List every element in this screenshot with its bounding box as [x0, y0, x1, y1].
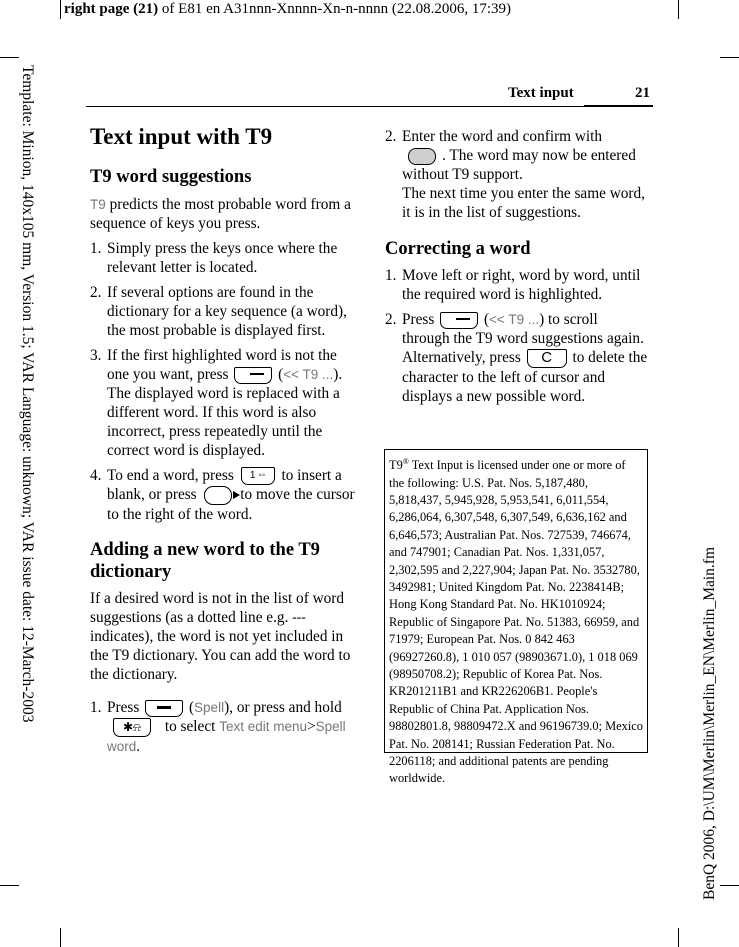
list-item [90, 466, 355, 524]
list-text: Enter the word and confirm with [402, 128, 603, 145]
crop-mark [720, 57, 739, 58]
running-head-rule-thick [584, 105, 653, 107]
list-number: 4. [90, 467, 102, 484]
license-notice [384, 449, 648, 786]
list-item [90, 283, 355, 340]
paragraph-text: indicates), the word is not yet included in the T9 dictionary. You can add the word to the dictionary. [90, 628, 351, 684]
list-item [90, 346, 355, 460]
list-text: To end a word, press [107, 467, 238, 484]
dotted-line-example: --- [292, 610, 306, 626]
page-title: Text input with T9 [90, 124, 273, 149]
license-t9: T9 [389, 458, 403, 473]
template-info-text: Template: Minion, 140x105 mm, Version 1.5; VAR Language: unknown; VAR issue date: 12-March-2003 [19, 65, 36, 723]
list-item [385, 266, 649, 304]
crop-mark [0, 885, 19, 886]
softkey-label: Spell [194, 700, 225, 716]
list-number: 2. [385, 311, 397, 328]
paragraph [90, 589, 355, 684]
list-number: 2. [385, 128, 397, 145]
print-header-info: of E81 en A31nnn-Xnnnn-Xn-n-nnnn (22.08.2006, 17:39) [158, 1, 512, 17]
right-softkey-icon [440, 312, 478, 329]
crop-mark [678, 928, 679, 947]
list-text: to insert a blank, or press [107, 467, 342, 504]
right-column [385, 127, 649, 406]
list-text: ( [185, 699, 195, 717]
list-text: Move left or right, word by word, until the required word is highlighted. [402, 267, 641, 303]
list-text: Press [107, 699, 144, 717]
intro-paragraph [90, 195, 355, 233]
list-number: 3. [90, 347, 102, 364]
navigation-key-icon [204, 486, 232, 505]
list-text: ( [480, 311, 490, 328]
list-text: to move the cursor to the right of the word. [107, 486, 355, 524]
list-number: 1. [385, 267, 397, 284]
file-path-text: BenQ 2006, D:\UM\Merlin\Merlin_EN\Merlin_Main.fm [701, 546, 718, 900]
template-info [8, 65, 38, 765]
crop-mark [60, 928, 61, 947]
list-text: . The word may now be entered without T9 support. [402, 147, 636, 183]
registered-mark: ® [402, 457, 409, 466]
list-text: to delete the character to the left of cursor and displays a new possible word. [402, 349, 648, 405]
list-text: Alternatively, press [402, 349, 525, 366]
list-text: ) to scroll through the T9 word suggestions again. [402, 311, 644, 347]
list-text: Press [402, 311, 439, 328]
list-text: ), or press and hold [224, 699, 342, 717]
list-item [385, 310, 649, 406]
center-key-icon [408, 148, 436, 165]
list-item [385, 127, 649, 222]
running-head-rule [86, 106, 653, 107]
list-text: The next time you enter the same word, it is in the list of suggestions. [402, 185, 645, 221]
list-text: ). The displayed word is replaced with a different word. If this word is also incorrect, press repeatedly until the correct word is displayed. [107, 366, 343, 459]
list-item [90, 239, 355, 277]
section-heading: Correcting a word [385, 239, 531, 259]
section-heading: Adding a new word to the T9 dictionary [90, 540, 320, 583]
left-softkey-icon [145, 700, 183, 717]
print-header [64, 1, 511, 18]
license-text: Text Input is licensed under one or more of the following: U.S. Pat. Nos. 5,187,480, 5,818,437, 5,945,928, 5,953,541, 6,011,554, 6,286,064, 6,307,548, 6,307,549, 6,636,162 and 6,646,573; Australian Pat. Nos. 727539, 746674, and 747901; Canadian Pat. Nos. 1,331,057, 2,302,595 and 2,227,904; Japan Pat. No. 3532780, 3492981; United Kingdom Pat. No. 2238414B; Hong Kong Standard Pat. No. HK1010924; Republic of Singapore Pat. No. 51383, 66959, and 71979; European Pat. Nos. 0 842 463 (96927260.8), 1 010 057 (98903671.0), 1 018 069 (98950708.2); Republic of Korea Pat. Nos. KR201211B1 and KR226206B1. People's Republic of China Pat. Application Nos. 98802801.8, 98809472.X and 96196739.0; Mexico Pat. No. 208141; Russian Federation Pat. No. 2206118; and additional patents are pending worldwide. [389, 458, 643, 786]
running-head-title: Text input [508, 85, 574, 101]
list-text: Simply press the keys once where the relevant letter is located. [107, 240, 338, 276]
list-number: 2. [90, 284, 102, 301]
list-text: ( [274, 366, 284, 383]
left-column [90, 166, 355, 756]
crop-mark [0, 57, 19, 58]
intro-text: predicts the most probable word from a sequence of keys you press. [90, 196, 351, 232]
menu-label: Text edit menu [219, 719, 307, 735]
key-1-icon: 1 ◦◦ [241, 467, 275, 485]
softkey-label: << T9 ... [489, 312, 540, 327]
right-softkey-icon [234, 367, 272, 384]
softkey-label: << T9 ... [283, 367, 334, 382]
print-header-page: right page (21) [64, 1, 159, 17]
list-text: If the first highlighted word is not the one you want, press [107, 347, 337, 383]
list-text: . [136, 738, 141, 756]
crop-mark [60, 0, 61, 19]
list-item [90, 698, 355, 756]
file-path [701, 500, 731, 900]
star-key-icon: ✱⍾ [113, 718, 151, 737]
menu-separator: > [307, 718, 316, 736]
list-text: to select [161, 718, 220, 736]
list-text: If several options are found in the dictionary for a key sequence (a word), the most probable is displayed first. [107, 284, 347, 339]
clear-key-icon: C [527, 349, 567, 368]
crop-mark [678, 0, 679, 19]
list-number: 1. [90, 699, 102, 717]
page-number: 21 [635, 85, 650, 101]
list-number: 1. [90, 240, 102, 257]
t9-label: T9 [90, 197, 106, 212]
menu-label: Spell word [107, 719, 346, 755]
paragraph-text: If a desired word is not in the list of word suggestions (as a dotted line e.g. [90, 590, 345, 627]
section-heading: T9 word suggestions [90, 167, 252, 187]
